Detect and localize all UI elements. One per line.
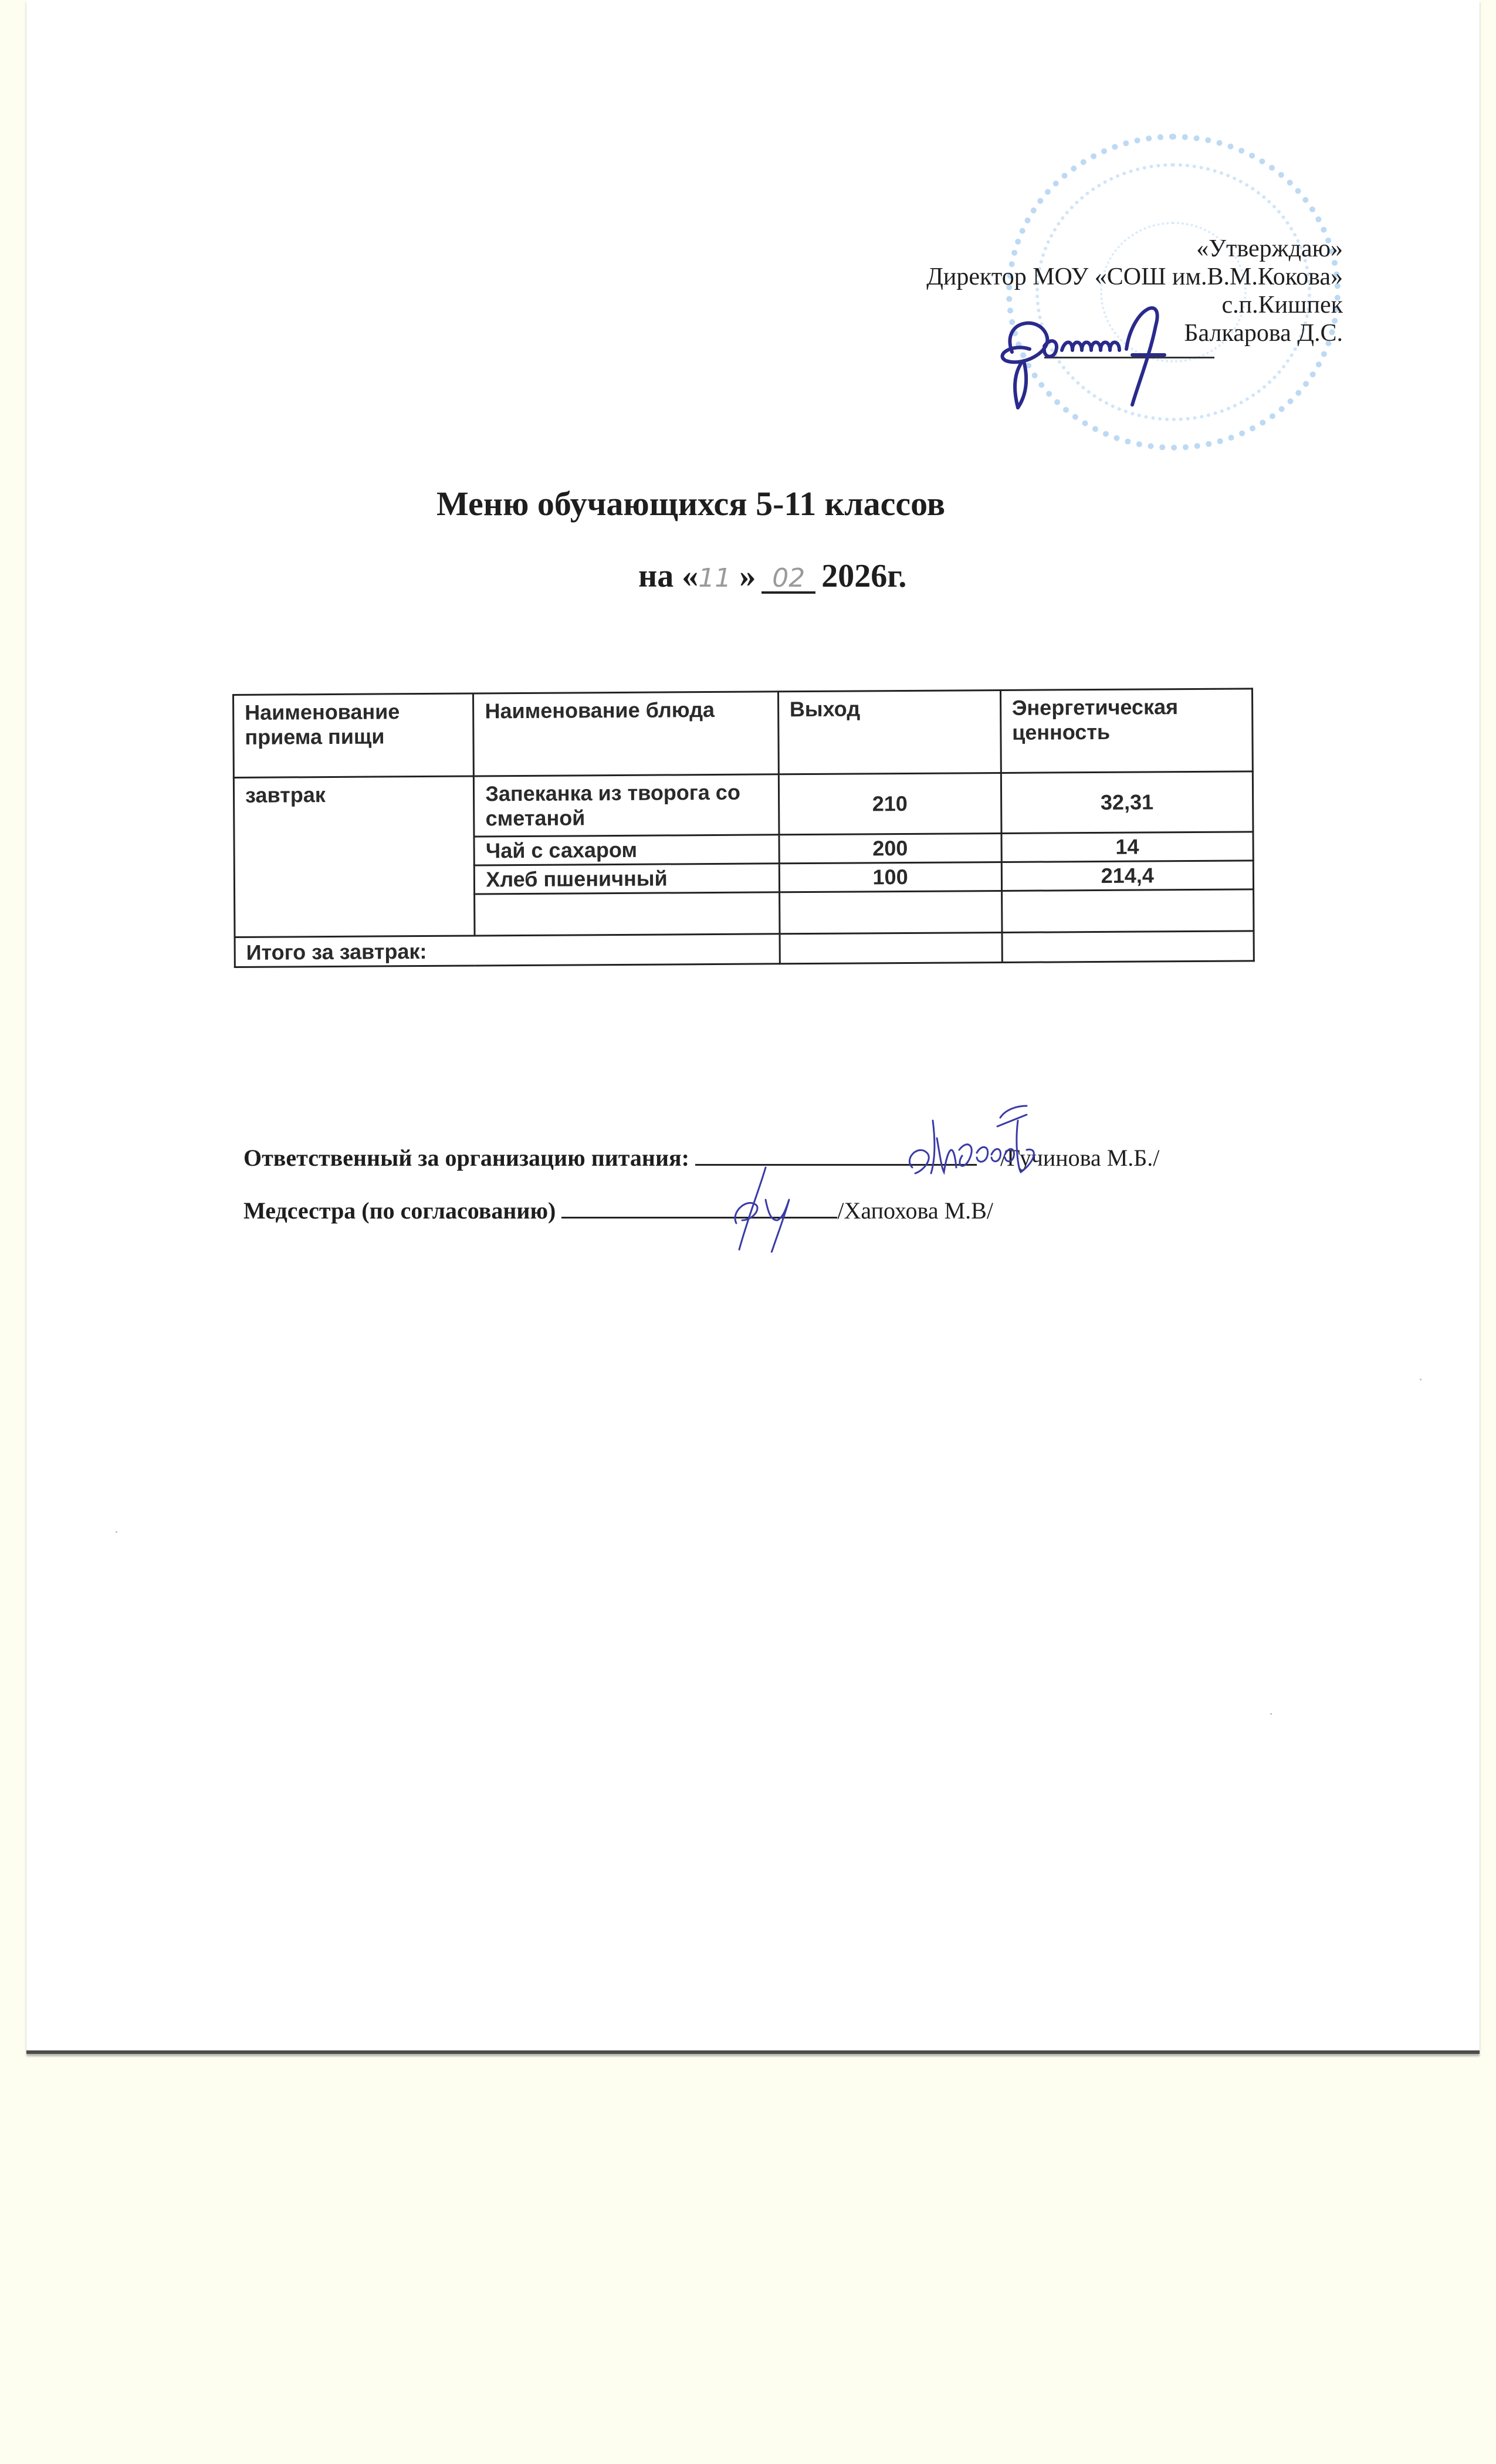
nurse-name: /Хапохова М.В/	[837, 1197, 993, 1224]
dish-name: Запеканка из творога со сметаной	[474, 774, 779, 837]
menu-date	[638, 557, 906, 595]
table-total-row	[235, 931, 1254, 967]
scan-speck	[1270, 1713, 1272, 1715]
dish-energy: 32,31	[1001, 771, 1253, 834]
dish-name: Хлеб пшеничный	[475, 864, 780, 894]
responsible-signature	[901, 1103, 1118, 1179]
date-close-quote: »	[739, 558, 756, 594]
nurse-signature	[725, 1165, 807, 1253]
total-label: Итого за завтрак:	[235, 934, 780, 967]
approval-position: Директор МОУ «СОШ им.В.М.Кокова»	[926, 263, 1343, 290]
dish-name	[475, 892, 780, 936]
header-meal: Наименование приема пищи	[233, 693, 474, 777]
dish-yield	[779, 891, 1001, 933]
document-page	[26, 0, 1480, 2054]
dish-name: Чай с сахаром	[474, 835, 779, 865]
date-prefix: на «	[638, 558, 699, 594]
approval-heading: «Утверждаю»	[1196, 235, 1343, 262]
table-row	[233, 771, 1253, 838]
header-dish: Наименование блюда	[473, 692, 779, 776]
title-text: Меню обучающихся 5-11 классов	[436, 485, 946, 523]
director-signature	[989, 296, 1235, 414]
table-header-row	[233, 689, 1253, 778]
header-yield: Выход	[778, 691, 1001, 774]
dish-energy	[1001, 889, 1254, 933]
nurse-signature-line	[243, 1197, 993, 1224]
responsible-label: Ответственный за организацию питания:	[243, 1145, 689, 1171]
date-day-handwritten: 11	[698, 563, 732, 593]
scan-speck	[1420, 1379, 1421, 1380]
dish-yield: 100	[779, 862, 1001, 892]
dish-energy: 14	[1001, 832, 1254, 862]
dish-yield: 200	[779, 833, 1001, 863]
total-yield	[780, 932, 1002, 963]
responsible-name: /Гучинова М.Б./	[1000, 1145, 1160, 1171]
menu-table	[232, 688, 1255, 968]
document-title	[0, 484, 1496, 523]
date-month-handwritten: 02	[772, 563, 805, 593]
dish-yield: 210	[779, 773, 1001, 834]
scan-speck	[116, 1531, 117, 1533]
header-energy: Энергетическая ценность	[1000, 689, 1253, 773]
approval-name: Балкарова Д.С.	[1184, 320, 1343, 347]
dish-energy: 214,4	[1001, 861, 1254, 891]
approval-locality: с.п.Кишпек	[1221, 292, 1343, 319]
nurse-label: Медсестра (по согласованию)	[243, 1197, 556, 1224]
total-energy	[1002, 931, 1254, 963]
date-year: 2026г.	[821, 558, 907, 594]
meal-name: завтрак	[233, 776, 475, 937]
